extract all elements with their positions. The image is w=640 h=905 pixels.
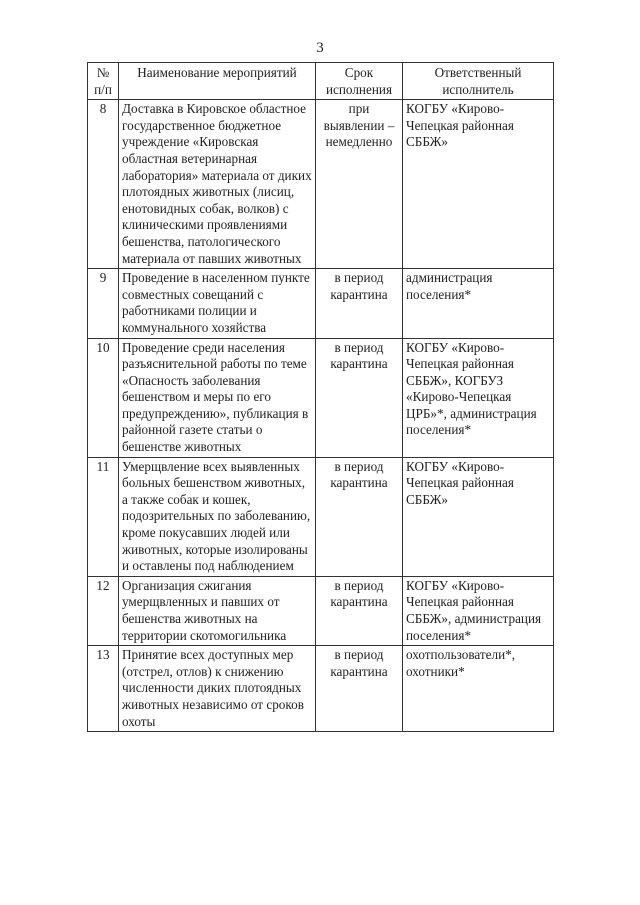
header-measure-name: Наименование мероприятий	[119, 63, 316, 100]
deadline: в период карантина	[316, 646, 403, 732]
responsible: КОГБУ «Кирово-Чепецкая районная СББЖ», администрация поселения*	[403, 576, 554, 645]
responsible: охотпользователи*, охотники*	[403, 646, 554, 732]
table-row	[88, 269, 554, 338]
responsible: администрация поселения*	[403, 269, 554, 338]
deadline: в период карантина	[316, 457, 403, 576]
deadline: в период карантина	[316, 576, 403, 645]
header-deadline: Срок исполнения	[316, 63, 403, 100]
responsible: КОГБУ «Кирово-Чепецкая районная СББЖ»	[403, 100, 554, 269]
measure-name: Принятие всех доступных мер (отстрел, отлов) к снижению численности диких плотоядных животных независимо от сроков охоты	[119, 646, 316, 732]
measures-table	[87, 62, 554, 732]
table-row	[88, 576, 554, 645]
measure-name: Доставка в Кировское областное государственное бюджетное учреждение «Кировская областная ветеринарная лаборатория» материала от диких плотоядных животных (лисиц, енотовидных собак, волков) с клиническими проявлениями бешенства, патологического материала от павших животных	[119, 100, 316, 269]
row-number: 12	[88, 576, 119, 645]
header-number: № п/п	[88, 63, 119, 100]
measure-name: Проведение в населенном пункте совместных совещаний с работниками полиции и коммунального хозяйства	[119, 269, 316, 338]
row-number: 10	[88, 338, 119, 457]
page-number: 3	[316, 40, 324, 56]
table-row	[88, 338, 554, 457]
header-responsible: Ответственный исполнитель	[403, 63, 554, 100]
table-row	[88, 100, 554, 269]
measure-name: Умерщвление всех выявленных больных бешенством животных, а также собак и кошек, подозрительных по заболеванию, кроме покусавших людей или животных, которые изолированы и оставлены под наблюдением	[119, 457, 316, 576]
deadline: в период карантина	[316, 338, 403, 457]
deadline: в период карантина	[316, 269, 403, 338]
measure-name: Организация сжигания умерщвленных и павших от бешенства животных на территории скотомогильника	[119, 576, 316, 645]
responsible: КОГБУ «Кирово-Чепецкая районная СББЖ», КОГБУЗ «Кирово-Чепецкая ЦРБ»*, администрация поселения*	[403, 338, 554, 457]
table-header-row	[88, 63, 554, 100]
table-row	[88, 646, 554, 732]
row-number: 13	[88, 646, 119, 732]
row-number: 9	[88, 269, 119, 338]
deadline: при выявлении – немедленно	[316, 100, 403, 269]
responsible: КОГБУ «Кирово-Чепецкая районная СББЖ»	[403, 457, 554, 576]
measure-name: Проведение среди населения разъяснительной работы по теме «Опасность заболевания бешенством и меры по его предупреждению», публикация в районной газете статьи о бешенстве животных	[119, 338, 316, 457]
row-number: 11	[88, 457, 119, 576]
row-number: 8	[88, 100, 119, 269]
table-row	[88, 457, 554, 576]
